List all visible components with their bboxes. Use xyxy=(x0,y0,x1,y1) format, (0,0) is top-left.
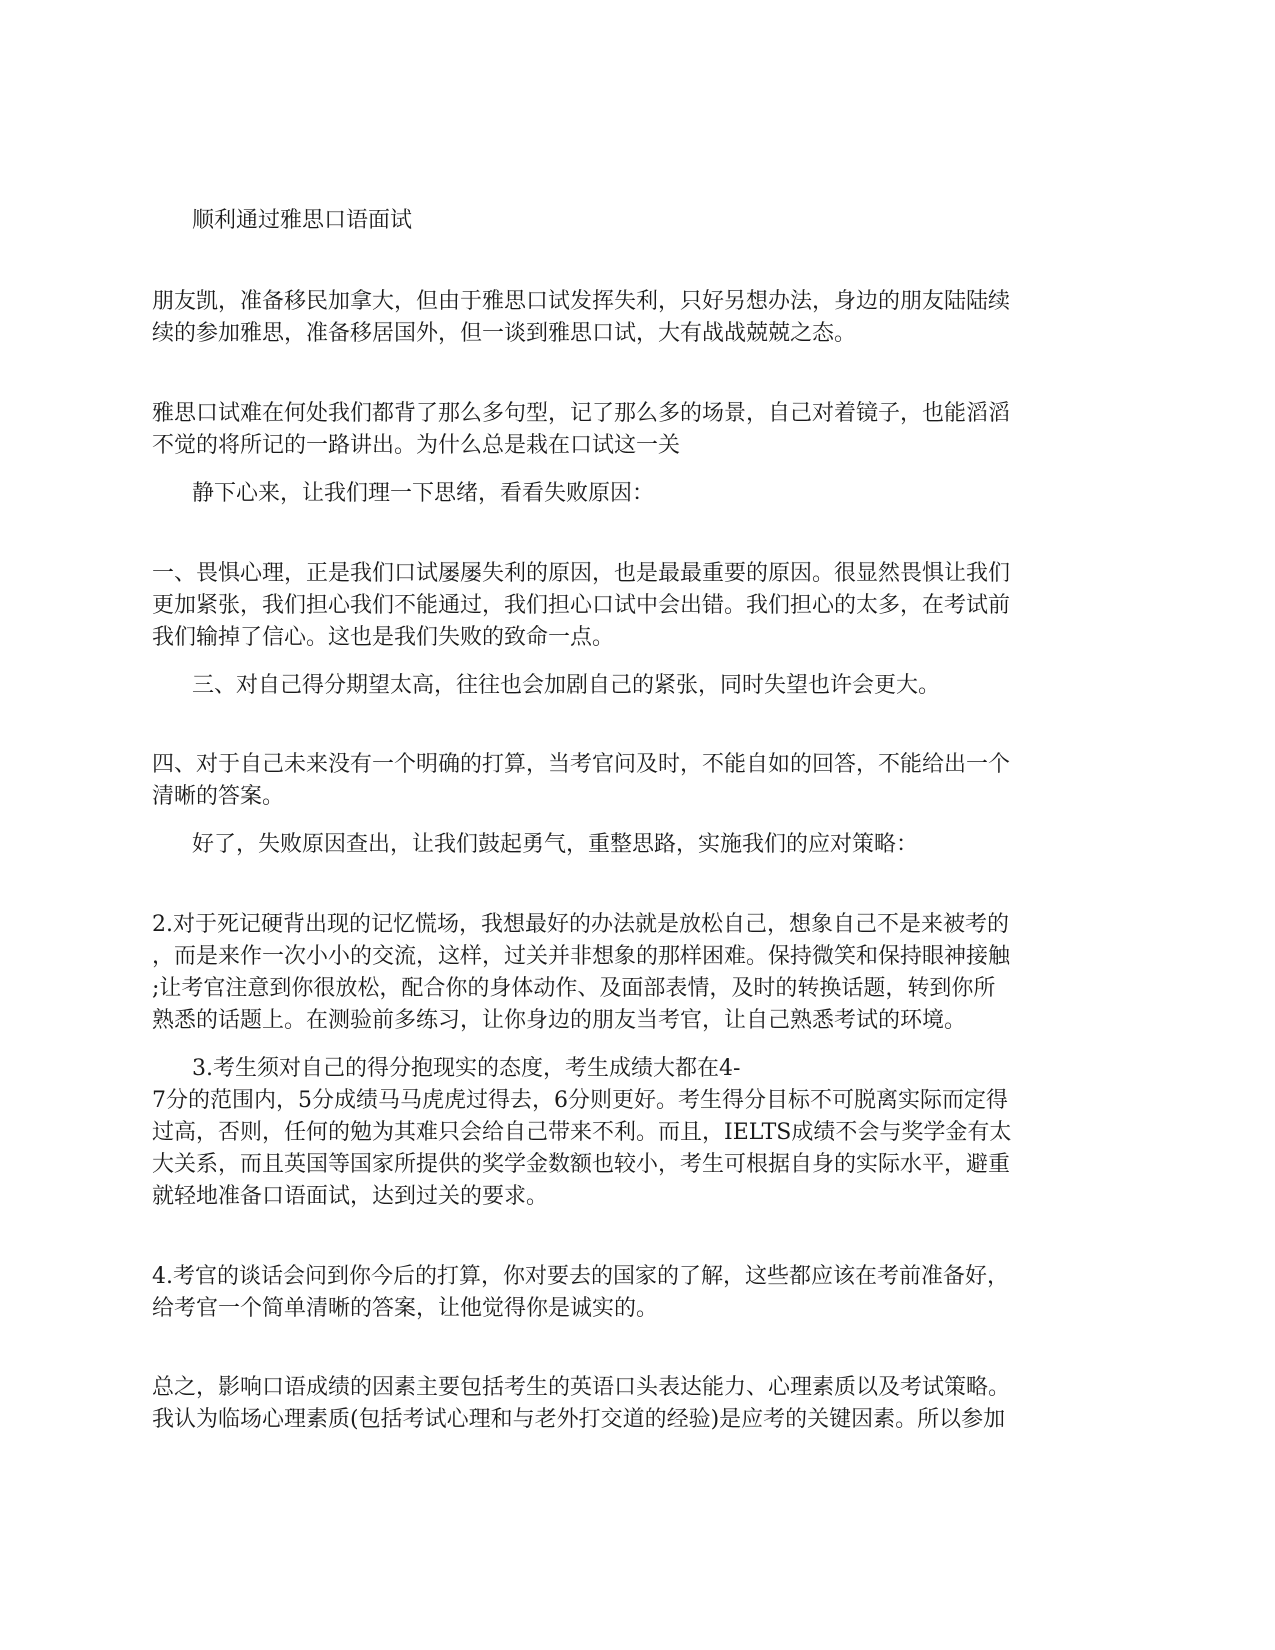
document-title: 顺利通过雅思口语面试 xyxy=(192,208,413,233)
paragraph-line: 过高，否则，任何的勉为其难只会给自己带来不利。而且，IELTS成绩不会与奖学金有太 xyxy=(152,1120,1012,1145)
paragraph-line: 2.对于死记硬背出现的记忆慌场，我想最好的办法就是放松自己，想象自己不是来被考的 xyxy=(152,912,1009,937)
paragraph-line: 3.考生须对自己的得分抱现实的态度，考生成绩大都在4- xyxy=(192,1056,741,1081)
paragraph-line: ，而是来作一次小小的交流，这样，过关并非想象的那样困难。保持微笑和保持眼神接触 xyxy=(152,944,1011,969)
paragraph-line: 我认为临场心理素质(包括考试心理和与老外打交道的经验)是应考的关键因素。所以参加 xyxy=(152,1407,1006,1432)
paragraph-line: 更加紧张，我们担心我们不能通过，我们担心口试中会出错。我们担心的太多，在考试前 xyxy=(152,593,1011,618)
paragraph-line: 静下心来，让我们理一下思绪，看看失败原因： xyxy=(192,481,655,506)
paragraph-line: ;让考官注意到你很放松，配合你的身体动作、及面部表情，及时的转换话题，转到你所 xyxy=(152,976,996,1001)
paragraph-line: 四、对于自己未来没有一个明确的打算，当考官问及时，不能自如的回答，不能给出一个 xyxy=(152,752,1011,777)
paragraph-line: 大关系，而且英国等国家所提供的奖学金数额也较小，考生可根据自身的实际水平，避重 xyxy=(152,1152,1011,1177)
paragraph-line: 三、对自己得分期望太高，往往也会加剧自己的紧张，同时失望也许会更大。 xyxy=(192,673,941,698)
paragraph-line: 总之，影响口语成绩的因素主要包括考生的英语口头表达能力、心理素质以及考试策略。 xyxy=(152,1375,1011,1400)
paragraph-line: 我们输掉了信心。这也是我们失败的致命一点。 xyxy=(152,625,615,650)
paragraph-line: 一、畏惧心理，正是我们口试屡屡失利的原因，也是最最重要的原因。很显然畏惧让我们 xyxy=(152,561,1011,586)
paragraph-line: 好了，失败原因查出，让我们鼓起勇气，重整思路，实施我们的应对策略： xyxy=(192,832,919,857)
paragraph-line: 续的参加雅思，准备移居国外，但一谈到雅思口试，大有战战兢兢之态。 xyxy=(152,321,857,346)
paragraph-line: 就轻地准备口语面试，达到过关的要求。 xyxy=(152,1184,549,1209)
paragraph-line: 清晰的答案。 xyxy=(152,784,285,809)
paragraph-line: 不觉的将所记的一路讲出。为什么总是栽在口试这一关 xyxy=(152,433,681,458)
paragraph-line: 熟悉的话题上。在测验前多练习，让你身边的朋友当考官，让自己熟悉考试的环境。 xyxy=(152,1008,967,1033)
paragraph-line: 4.考官的谈话会问到你今后的打算，你对要去的国家的了解，这些都应该在考前准备好， xyxy=(152,1264,1009,1289)
paragraph-line: 朋友凯，准备移民加拿大，但由于雅思口试发挥失利，只好另想办法，身边的朋友陆陆续 xyxy=(152,289,1011,314)
paragraph-line: 给考官一个简单清晰的答案，让他觉得你是诚实的。 xyxy=(152,1296,659,1321)
paragraph-line: 雅思口试难在何处我们都背了那么多句型，记了那么多的场景，自己对着镜子，也能滔滔 xyxy=(152,401,1011,426)
paragraph-line: 7分的范围内，5分成绩马马虎虎过得去，6分则更好。考生得分目标不可脱离实际而定得 xyxy=(152,1088,1008,1113)
